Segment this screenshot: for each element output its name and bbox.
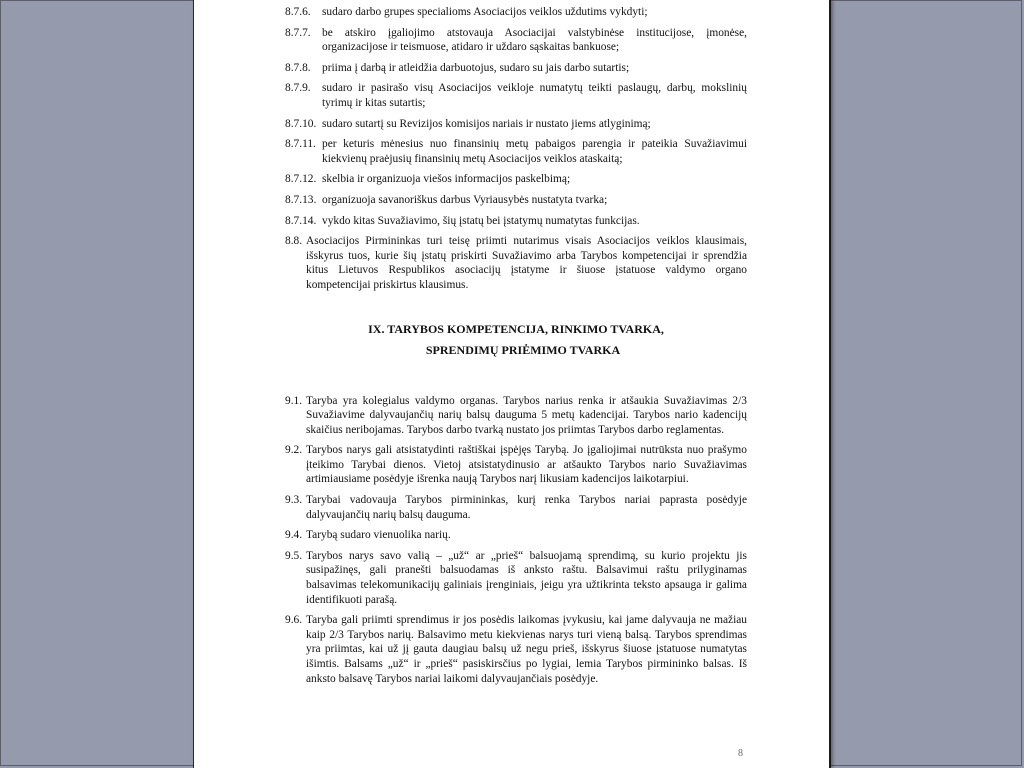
- item-number: 8.7.10.: [285, 117, 317, 130]
- item-text: Tarybai vadovauja Tarybos pirmininkas, kurį renka Tarybos nariai paprasta posėdyje dalyvaujančių narių balsų dauguma.: [306, 494, 747, 521]
- item-number: 9.5.: [285, 549, 303, 562]
- item-number: 9.3.: [285, 494, 303, 507]
- item-number: 9.6.: [285, 614, 303, 627]
- item-text: sudaro darbo grupes specialioms Asociacijos veiklos uždutims vykdyti;: [322, 6, 648, 18]
- item-text: Tarybos narys savo valią – „už“ ar „prieš“ balsuojamą sprendimą, su kurio projektu jis susipažinęs, gali pranešti balsuodamas iš anksto raštu. Balsavimui raštu prilyginamas balsavimas telekomunikacijų galiniais įrenginiais, jeigu yra užtikrinta teksto apsauga ir galima identifikuoti parašą.: [306, 549, 747, 606]
- item-text: vykdo kitas Suvažiavimo, šių įstatų bei įstatymų numatytas funkcijas.: [322, 214, 640, 227]
- item-number: 8.7.7.: [285, 26, 311, 39]
- document-page: [193, 0, 831, 768]
- list-item-8-7-7: [285, 26, 747, 55]
- item-number: 9.1.: [285, 394, 303, 407]
- item-number: 9.2.: [285, 444, 303, 457]
- page-number: 8: [738, 748, 743, 759]
- page-content: [285, 5, 747, 692]
- list-item-8-7-9: [285, 81, 747, 110]
- item-text: be atskiro įgaliojimo atstovauja Asociacijai valstybinėse institucijose, įmonėse, organizacijose ir teismuose, atidaro ir uždaro sąskaitas bankuose;: [322, 26, 747, 54]
- list-item-8-8: [285, 234, 747, 292]
- item-number: 8.7.12.: [285, 173, 317, 186]
- item-text: organizuoja savanoriškus darbus Vyriausybės nustatyta tvarka;: [322, 193, 608, 206]
- section-heading-line2: SPRENDIMŲ PRIĖMIMO TVARKA: [425, 342, 621, 357]
- item-text: priima į darbą ir atleidžia darbuotojus, sudaro su jais darbo sutartis;: [322, 61, 630, 74]
- list-item-9-1: [285, 394, 747, 438]
- item-number: 8.7.13.: [285, 193, 317, 206]
- item-number: 8.8.: [285, 235, 303, 248]
- list-item-8-7-11: [285, 137, 747, 166]
- item-text: skelbia ir organizuoja viešos informacijos paskelbimą;: [322, 173, 571, 186]
- list-item-8-7-8: [285, 61, 747, 76]
- item-text: Tarybos narys gali atsistatydinti raštiškai įspėjęs Tarybą. Jo įgaliojimai nutrūksta nuo prašymo įteikimo Tarybai dienos. Vietoj atsistatydinusio ar atšaukto Tarybos nario Suvažiavimas artimiausiame posėdyje išrenka naują Tarybos narį likusiam kadencijos laikotarpiui.: [306, 444, 747, 486]
- list-item-9-2: [285, 443, 747, 487]
- item-number: 8.7.8.: [285, 61, 311, 74]
- list-item-8-7-13: [285, 193, 747, 208]
- list-item-9-5: [285, 549, 747, 607]
- list-item-8-7-10: [285, 117, 747, 132]
- item-text: per keturis mėnesius nuo finansinių metų pabaigos parengia ir pateikia Suvažiavimui kiekvienų praėjusių finansinių metų Asociacijos veiklos ataskaitą;: [322, 138, 747, 165]
- list-item-8-7-14: [285, 214, 747, 229]
- list-item-9-4: [285, 528, 747, 543]
- item-text: sudaro ir pasirašo visų Asociacijos veikloje numatytų teikti paslaugų, darbų, mokslinių tyrimų ir kitas sutartis;: [322, 82, 747, 109]
- list-item-9-6: [285, 613, 747, 686]
- item-text: Taryba yra kolegialus valdymo organas. Tarybos narius renka ir atšaukia Suvažiavimas 2/3 Suvažiavime dalyvaujančių narių balsų dauguma 5 metų kadencijai. Tarybos nario kadencijų skaičius neribojamas. Tarybos darbo tvarką nustato jos priimtas Tarybos darbo reglamentas.: [306, 394, 747, 436]
- item-text: Tarybą sudaro vienuolika narių.: [306, 529, 451, 542]
- item-text: Taryba gali priimti sprendimus ir jos posėdis laikomas įvykusiu, kai jame dalyvauja ne mažiau kaip 2/3 Tarybos narių. Balsavimo metu kiekvienas narys turi vieną balsą. Tarybos sprendimas yra priimtas, kai už jį gauta daugiau balsų už negu prieš, išskyrus šiuose įstatuose numatytas išimtis. Balsams „už“ ir „prieš“ pasiskirsčius po lygiai, lemia Tarybos pirmininko balsas. Iš anksto balsavę Tarybos nariai laikomi dalyvaujančiais posėdyje.: [306, 614, 747, 685]
- section-heading-line1: IX. TARYBOS KOMPETENCIJA, RINKIMO TVARKA,: [368, 321, 664, 336]
- item-text: Asociacijos Pirmininkas turi teisę priimti nutarimus visais Asociacijos veiklos klausimais, išskyrus tuos, kurie šių įstatų priskirti Suvažiavimo arba Tarybos kompetencijai ir sprendžia kitus Lietuvos Respublikos asociacijų įstatyme ir šiuose įstatuose valdymo organo kompetencijai priskirtus klausimus.: [306, 235, 747, 291]
- item-number: 8.7.9.: [285, 82, 311, 95]
- item-number: 8.7.6.: [285, 6, 311, 18]
- list-item-8-7-6: [285, 5, 747, 20]
- list-item-9-3: [285, 493, 747, 522]
- item-text: sudaro sutartį su Revizijos komisijos nariais ir nustato jiems atlyginimą;: [322, 117, 651, 130]
- list-item-8-7-12: [285, 172, 747, 187]
- item-number: 9.4.: [285, 529, 303, 542]
- item-number: 8.7.14.: [285, 214, 317, 227]
- item-number: 8.7.11.: [285, 138, 316, 151]
